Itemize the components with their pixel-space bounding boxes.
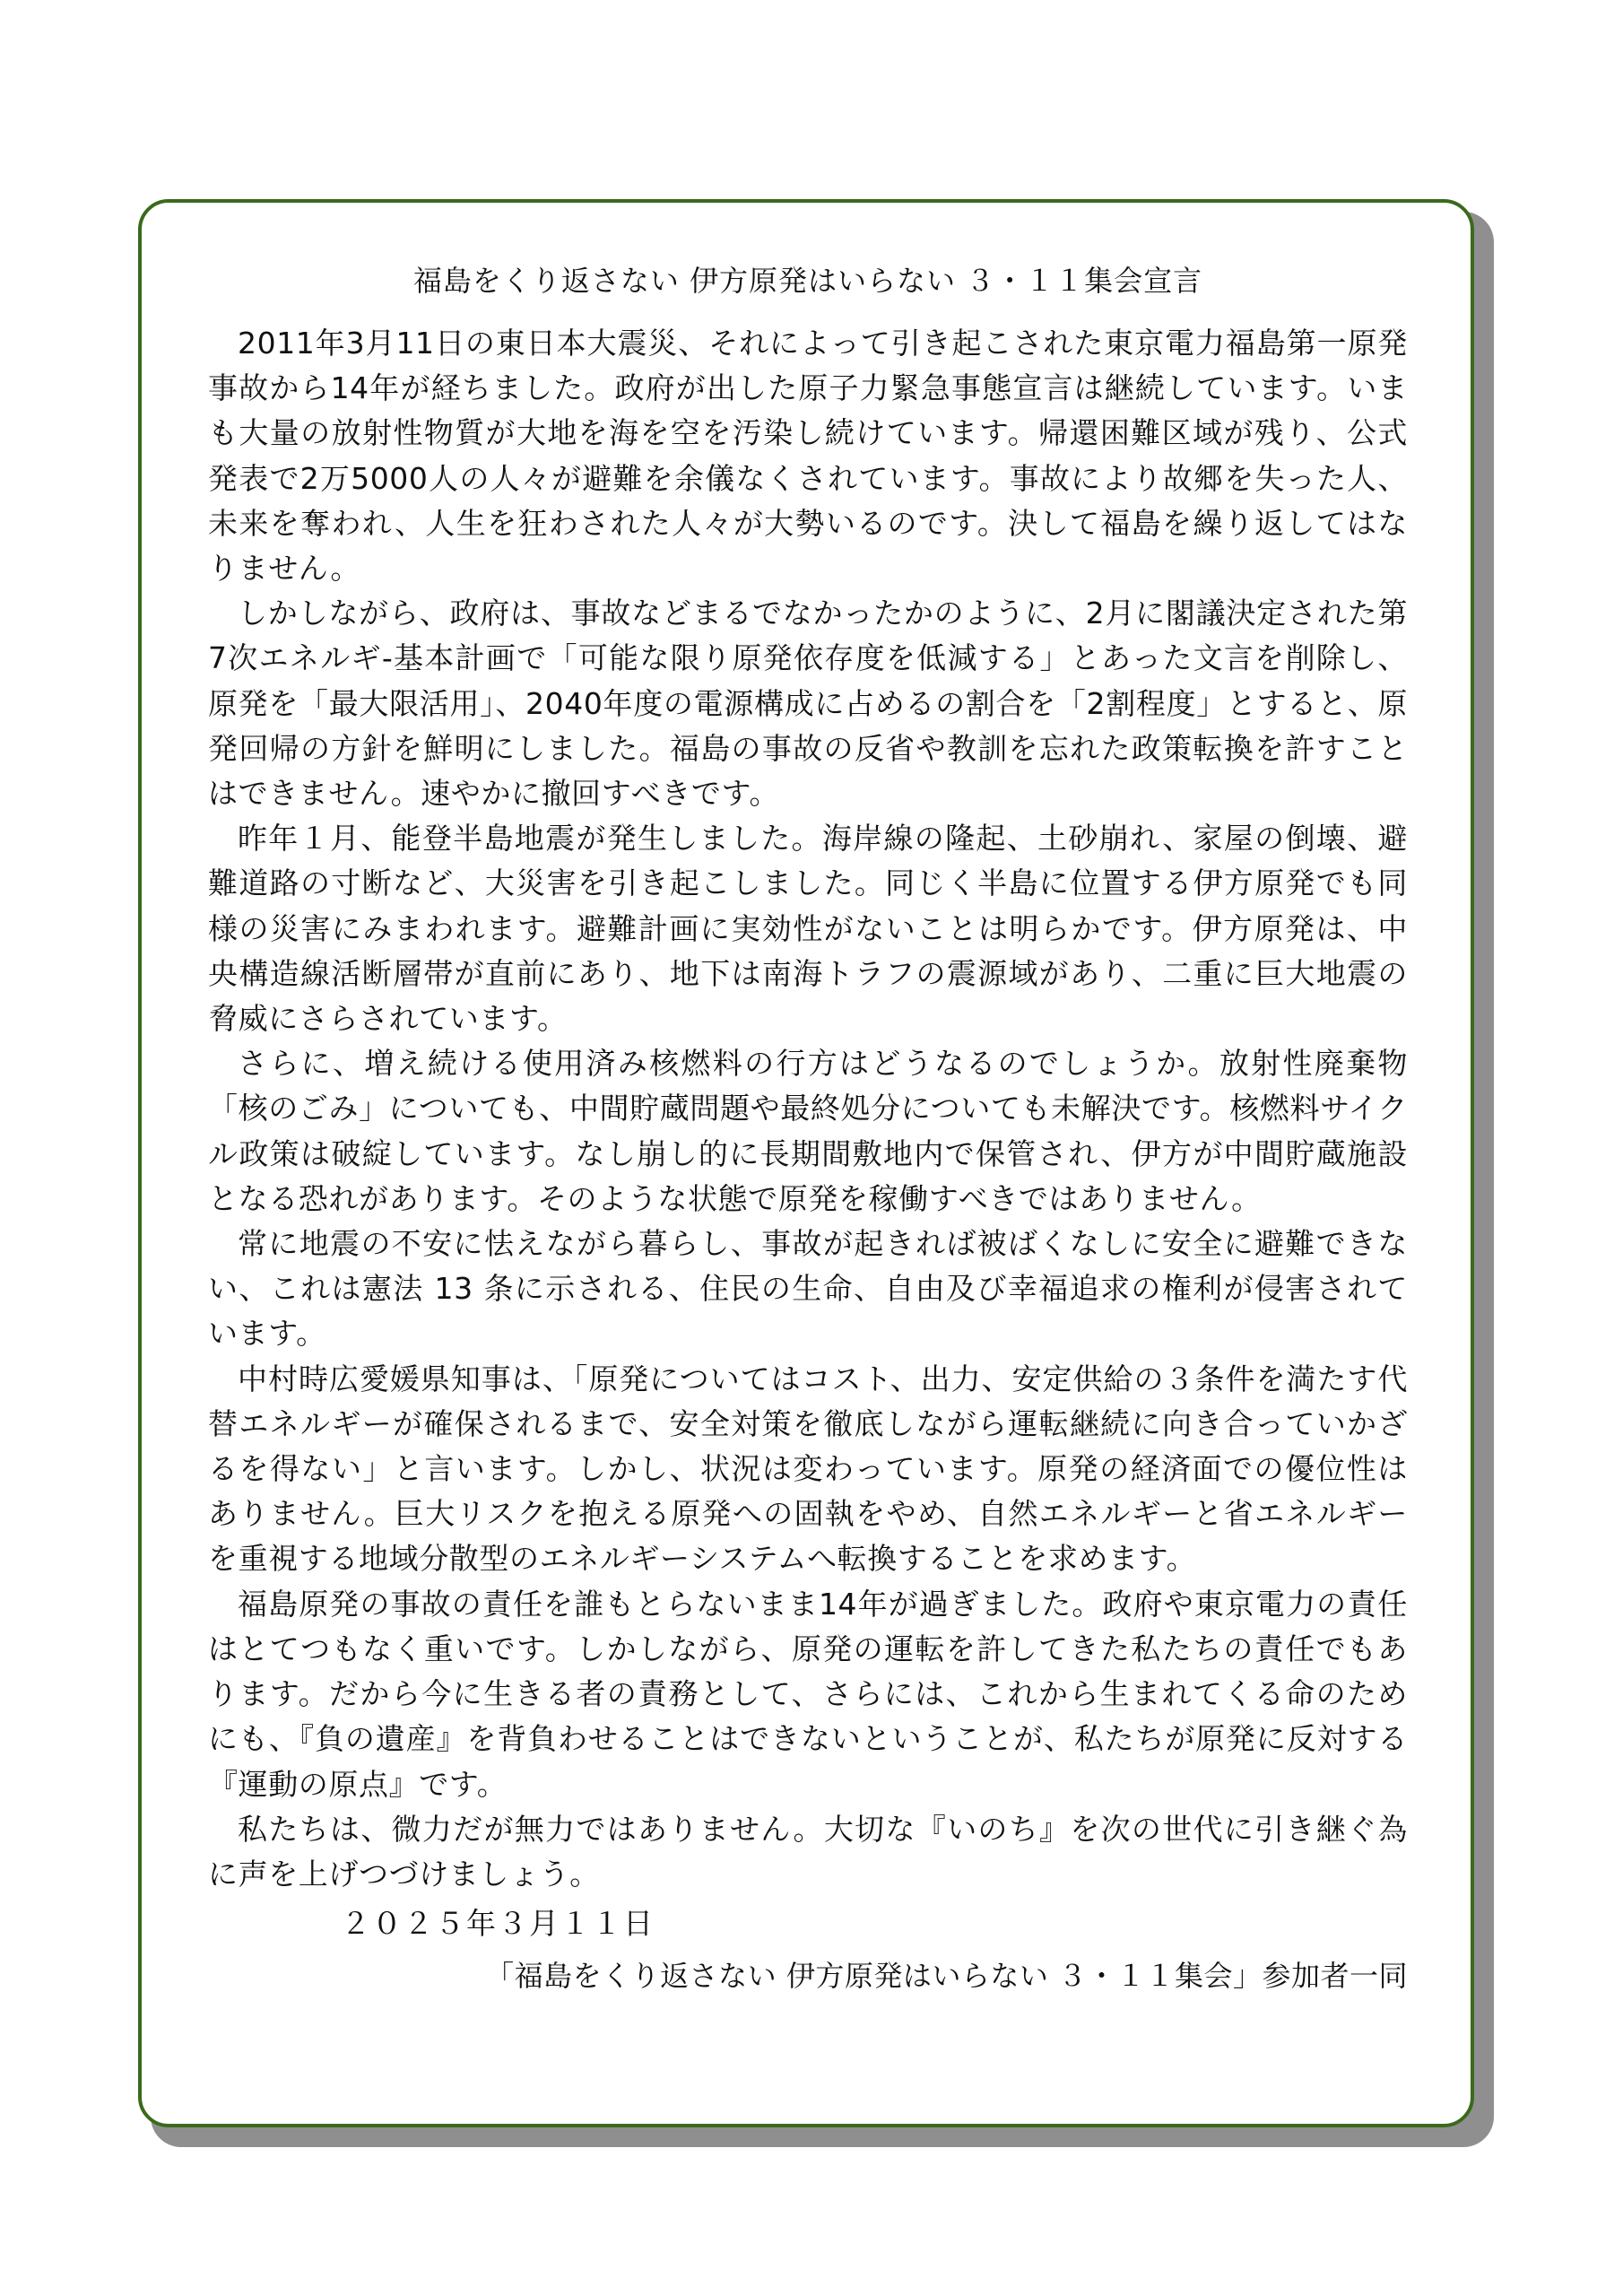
paragraph-5: 常に地震の不安に怯えながら暮らし、事故が起きれば被ばくなしに安全に避難できない、これは憲法 13 条に示される、住民の生命、自由及び幸福追求の権利が侵害されています。 (208, 1226, 1408, 1352)
declaration-frame (138, 199, 1474, 2127)
paragraph-8: 私たちは、微力だが無力ではありません。大切な『いのち』を次の世代に引き継ぐ為に声を上げつづけましょう。 (208, 1811, 1408, 1892)
declaration-date: ２０２５年３月１１日 (341, 1906, 655, 1942)
paragraph-6: 中村時広愛媛県知事は、「原発についてはコスト、出力、安定供給の３条件を満たす代替エネルギーが確保されるまで、安全対策を徹底しながら運転継続に向き合っていかざるを得ない」と言います。しかし、状況は変わっています。原発の経済面での優位性はありません。巨大リスクを抱える原発への固執をやめ、自然エネルギーと省エネルギーを重視する地域分散型のエネルギーシステムへ転換することを求めます。 (208, 1361, 1408, 1577)
paragraph-1: 2011年3月11日の東日本大震災、それによって引き起こされた東京電力福島第一原発事故から14年が経ちました。政府が出した原子力緊急事態宣言は継続しています。いまも大量の放射性物質が大地を海を空を汚染し続けています。帰還困難区域が残り、公式発表で2万5000人の人々が避難を余儀なくされています。事故により故郷を失った人、未来を奪われ、人生を狂わされた人々が大勢いるのです。決して福島を繰り返してはなりません。 (208, 326, 1408, 587)
paragraph-2: しかしながら、政府は、事故などまるでなかったかのように、2月に閣議決定された第7次エネルギ-基本計画で「可能な限り原発依存度を低減する」とあった文言を削除し、原発を「最大限活用」、2040年度の電源構成に占めるの割合を「2割程度」とすると、原発回帰の方針を鮮明にしました。福島の事故の反省や教訓を忘れた政策転換を許すことはできません。速やかに撤回すべきです。 (208, 596, 1408, 812)
declaration-signature: 「福島をくり返さない 伊方原発はいらない ３・１１集会」参加者一同 (485, 1959, 1408, 1994)
paragraph-4: さらに、増え続ける使用済み核燃料の行方はどうなるのでしょうか。放射性廃棄物「核のごみ」についても、中間貯蔵問題や最終処分についても未解決です。核燃料サイクル政策は破綻しています。なし崩し的に長期間敷地内で保管され、伊方が中間貯蔵施設となる恐れがあります。そのような状態で原発を稼働すべきではありません。 (208, 1046, 1408, 1216)
paragraph-3: 昨年１月、能登半島地震が発生しました。海岸線の隆起、土砂崩れ、家屋の倒壊、避難道路の寸断など、大災害を引き起こしました。同じく半島に位置する伊方原発でも同様の災害にみまわれます。避難計画に実効性がないことは明らかです。伊方原発は、中央構造線活断層帯が直前にあり、地下は南海トラフの震源域があり、二重に巨大地震の脅威にさらされています。 (208, 821, 1408, 1037)
paragraph-7: 福島原発の事故の責任を誰もとらないまま14年が過ぎました。政府や東京電力の責任はとてつもなく重いです。しかしながら、原発の運転を許してきた私たちの責任でもあります。だから今に生きる者の責務として、さらには、これから生まれてくる命のためにも、『負の遺産』を背負わせることはできないということが、私たちが原発に反対する『運動の原点』です。 (208, 1586, 1408, 1802)
declaration-content (208, 258, 1408, 1999)
declaration-title: 福島をくり返さない 伊方原発はいらない ３・１１集会宣言 (412, 264, 1203, 298)
